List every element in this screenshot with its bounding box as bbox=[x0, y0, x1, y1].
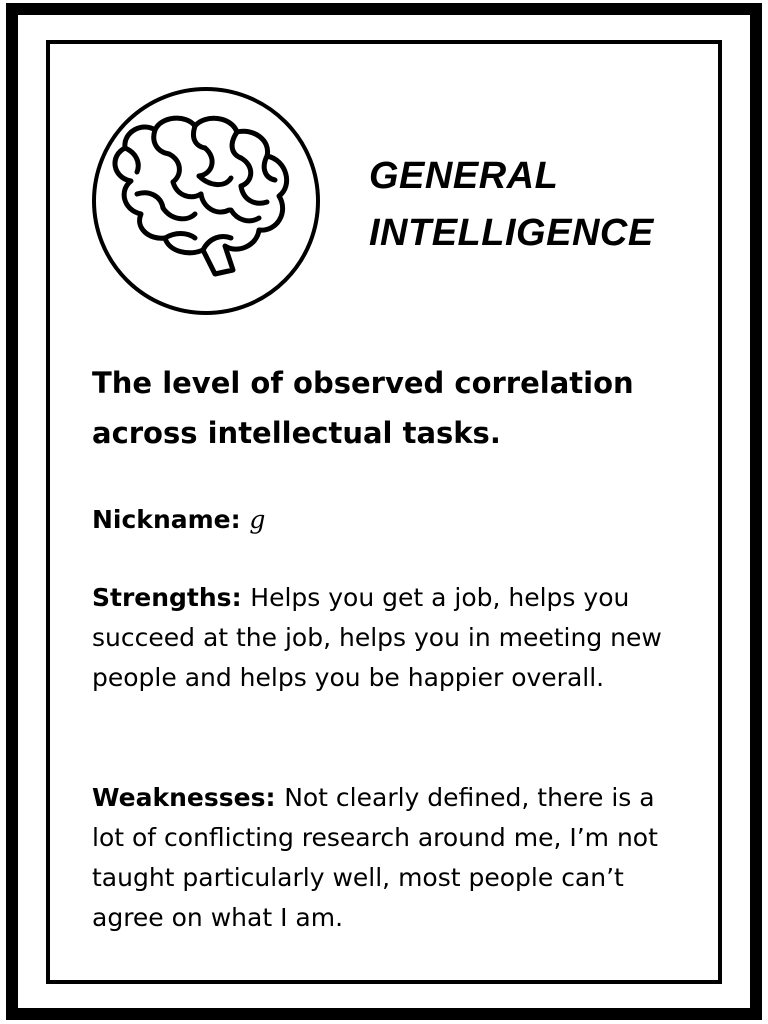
title-line-1: GENERAL bbox=[369, 155, 559, 197]
strengths-text: Helps you get a job, helps you succeed at the job, helps you in meeting new people and helps you be happier overall. bbox=[92, 583, 662, 692]
card-title bbox=[369, 148, 709, 262]
definition bbox=[92, 358, 692, 458]
brain-icon bbox=[91, 86, 321, 316]
definition-line-1: The level of observed correlation bbox=[92, 366, 634, 400]
weaknesses-label: Weaknesses: bbox=[92, 783, 285, 812]
nickname-section bbox=[92, 500, 692, 540]
definition-line-2: across intellectual tasks. bbox=[92, 416, 501, 450]
nickname-value: g bbox=[249, 505, 266, 534]
strengths-label: Strengths: bbox=[92, 583, 251, 612]
nickname-label: Nickname: bbox=[92, 505, 250, 534]
weaknesses-section bbox=[92, 778, 692, 938]
title-line-2: INTELLIGENCE bbox=[369, 212, 654, 254]
strengths-section bbox=[92, 578, 692, 698]
weaknesses-text: Not clearly defined, there is a lot of conflicting research around me, I’m not taught particularly well, most people can’t agree on what I am. bbox=[92, 783, 658, 932]
